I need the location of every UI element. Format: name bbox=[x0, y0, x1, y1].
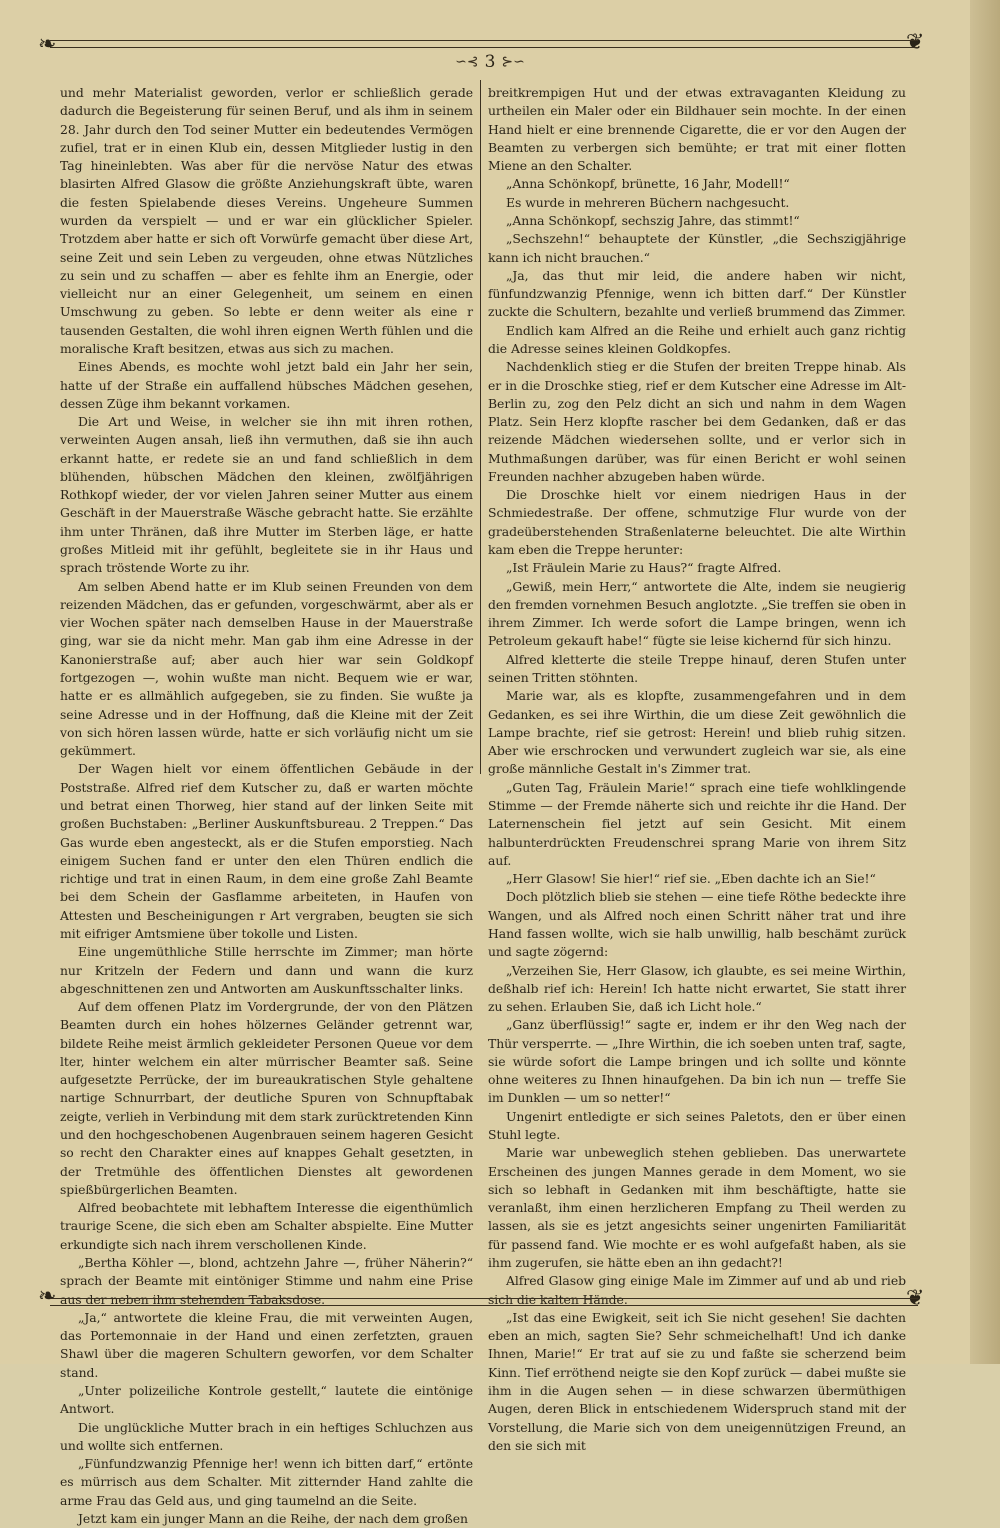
paragraph: Nachdenklich stieg er die Stufen der breiten Treppe hinab. Als er in die Droschke stieg, rief er dem Kutscher eine Adresse im Alt-Berlin zu, zog den Pelz dicht an sich und nahm in dem Wagen Platz. Sein Herz klopfte rascher bei dem Gedanken, daß er das reizende Mädchen wiedersehen sollte, und er verlor sich in Muthmaßungen darüber, was für einen Bericht er wohl seinen Freunden nachher abzugeben haben würde. bbox=[488, 359, 906, 484]
paragraph: „Ja, das thut mir leid, die andere haben wir nicht, fünfundzwanzig Pfennige, wenn ich bitten darf.“ Der Künstler zuckte die Schultern, bezahlte und verließ brummend das Zimmer. bbox=[488, 267, 906, 320]
paragraph: „Guten Tag, Fräulein Marie!“ sprach eine tiefe wohlklingende Stimme — der Fremde näherte sich und reichte ihr die Hand. Der Laternenschein fiel jetzt auf sein Gesicht. Mit einem halbunterdrückten Freudenschrei sprang Marie von ihrem Sitz auf. bbox=[488, 779, 906, 868]
left-column bbox=[60, 84, 473, 1526]
paragraph: Es wurde in mehreren Büchern nachgesucht. bbox=[506, 194, 790, 210]
paragraph: Ungenirt entledigte er sich seines Paletots, den er über einen Stuhl legte. bbox=[488, 1108, 906, 1143]
corner-ornament-bottom-left: ❧ bbox=[38, 1284, 57, 1309]
paragraph: Der Wagen hielt vor einem öffentlichen Gebäude in der Poststraße. Alfred rief dem Kutscher zu, daß er warten möchte und betrat einen Thorweg, hier stand auf der linken Seite mit großen Buchstaben: „Berliner Auskunftsbureau. 2 Treppen.“ Das Gas wurde eben angesteckt, als er die Stufen emporstieg. Nach einigem Suchen fand er unter den elen Thüren endlich die richtige und trat in einen Raum, in dem eine große Zahl Beamte bei dem Schein der Gasflamme arbeiteten, in Haufen von Attesten und Bescheinigungen r Art vergraben, beugten sie sich mit eifriger Amtsmiene über tokolle und Listen. bbox=[60, 761, 473, 941]
page-spine-shadow bbox=[970, 0, 1000, 1364]
paragraph: Eines Abends, es mochte wohl jetzt bald ein Jahr her sein, hatte uf der Straße ein auffallend hübsches Mädchen gesehen, dessen Züge ihm bekannt vorkamen. bbox=[60, 359, 473, 411]
paragraph: „Sechszehn!“ behauptete der Künstler, „die Sechszigjährige kann ich nicht brauchen.“ bbox=[488, 231, 906, 265]
paragraph: Die Droschke hielt vor einem niedrigen Haus in der Schmiedestraße. Der offene, schmutzige Flur wurde von der gradeüberstehenden Straßenlaterne beleuchtet. Die alte Wirthin kam eben die Treppe herunter: bbox=[488, 487, 906, 558]
paragraph: Auf dem offenen Platz im Vordergrunde, der von den Plätzen Beamten durch ein hohes hölzernes Geländer getrennt war, bildete Reihe meist ärmlich gekleideter Personen Queue vor dem lter, hinter welchem ein alter mürrischer Beamter saß. Seine aufgesetzte Perrücke, der im bureaukratischen Style gehaltene nartige Schnurrbart, der deutliche Spuren von Schnupftabak zeigte, verlieh in Verbindung mit dem stark zurücktretenden Kinn und den hochgeschobenen Augenbrauen seinem hageren Gesicht so recht den Charakter eines auf knappes Gehalt gesetzten, in der Tretmühle des öffentlichen Dienstes alt gewordenen spießbürgerlichen Beamten. bbox=[60, 999, 473, 1197]
footer-double-rule bbox=[50, 1298, 918, 1306]
paragraph: „Ist Fräulein Marie zu Haus?“ fragte Alfred. bbox=[506, 560, 782, 576]
paragraph: „Fünfundzwanzig Pfennige her! wenn ich bitten darf,“ ertönte es mürrisch aus dem Schalter. Mit zitternder Hand zahlte die arme Frau das Geld aus, und ging taumelnd an die Seite. bbox=[60, 1456, 473, 1508]
corner-ornament-bottom-right: ❦ bbox=[906, 1286, 925, 1311]
flourish-left-icon: ∽⊰ bbox=[455, 54, 479, 70]
corner-ornament-top-right: ❦ bbox=[906, 30, 925, 55]
page-number: 3 bbox=[484, 52, 496, 72]
paragraph: „Unter polizeiliche Kontrole gestellt,“ lautete die eintönige Antwort. bbox=[60, 1382, 473, 1417]
paragraph: „Anna Schönkopf, brünette, 16 Jahr, Modell!“ bbox=[506, 176, 790, 192]
page-number-block bbox=[430, 52, 550, 72]
column-divider bbox=[480, 80, 481, 774]
right-column bbox=[488, 84, 906, 1453]
paragraph: „Gewiß, mein Herr,“ antwortete die Alte, indem sie neugierig den fremden vornehmen Besuch anglotzte. „Sie treffen sie oben in ihrem Zimmer. Ich werde sofort die Lampe bringen, wenn ich Petroleum gekauft habe!“ fügte sie leise kichernd für sich hinzu. bbox=[488, 578, 906, 649]
paragraph: „Ganz überflüssig!“ sagte er, indem er ihr den Weg nach der Thür versperrte. — „Ihre Wirthin, die ich soeben unten traf, sagte, sie würde sofort die Lampe bringen und ich sollte und könnte ohne weiteres zu Ihnen hinaufgehen. Da bin ich nun — treffe Sie im Dunklen — um so netter!“ bbox=[488, 1017, 906, 1106]
paragraph: Alfred Glasow ging einige Male im Zimmer auf und ab und rieb sich die kalten Hände. bbox=[488, 1273, 906, 1307]
paragraph: Jetzt kam ein junger Mann an die Reihe, der nach dem großen bbox=[78, 1510, 468, 1526]
flourish-right-icon: ⊱∽ bbox=[501, 54, 525, 70]
paragraph: „Anna Schönkopf, sechszig Jahre, das stimmt!“ bbox=[506, 212, 800, 228]
paragraph: „Verzeihen Sie, Herr Glasow, ich glaubte, es sei meine Wirthin, deßhalb rief ich: Herein! Ich hatte nicht erwartet, Sie statt ihrer zu sehen. Erlauben Sie, daß ich Licht hole.“ bbox=[488, 962, 906, 1015]
corner-ornament-top-left: ❧ bbox=[38, 32, 57, 57]
header-double-rule bbox=[50, 40, 918, 48]
paragraph: „Bertha Köhler —, blond, achtzehn Jahre —, früher Näherin?“ sprach der Beamte mit eintöniger Stimme und nahm eine Prise aus der neben ihm stehenden Tabaksdose. bbox=[60, 1255, 473, 1307]
paragraph: Alfred kletterte die steile Treppe hinauf, deren Stufen unter seinen Tritten stöhnten. bbox=[488, 651, 906, 685]
paragraph: Endlich kam Alfred an die Reihe und erhielt auch ganz richtig die Adresse seines kleinen Goldkopfes. bbox=[488, 322, 906, 356]
paragraph: Marie war, als es klopfte, zusammengefahren und in dem Gedanken, es sei ihre Wirthin, die um diese Zeit gewöhnlich die Lampe brachte, rief sie getrost: Herein! und blieb ruhig sitzen. Aber wie erschrocken und verwundert zugleich war sie, als eine große männliche Gestalt in's Zimmer trat. bbox=[488, 688, 906, 777]
paragraph: breitkrempigen Hut und der etwas extravaganten Kleidung zu urtheilen ein Maler oder ein Bildhauer sein mochte. In der einen Hand hielt er eine brennende Cigarette, die er vor den Augen der Beamten zu verbergen sich bemühte; er trat mit einer flotten Miene an den Schalter. bbox=[488, 85, 906, 174]
paragraph: „Ist das eine Ewigkeit, seit ich Sie nicht gesehen! Sie dachten eben an mich, sagten Sie? Sehr schmeichelhaft! Und ich danke Ihnen, Marie!“ Er trat auf sie zu und faßte sie scherzend beim Kinn. Tief erröthend neigte sie den Kopf zurück — dabei mußte sie ihm in die Augen sehen — in diese schwarzen übermüthigen Augen, deren Blick in entschiedenem Widerspruch stand mit der Vorstellung, die Marie sich von dem uneigennützigen Freund, an den sie sich mit bbox=[488, 1309, 906, 1453]
paragraph: Eine ungemüthliche Stille herrschte im Zimmer; man hörte nur Kritzeln der Federn und dann und wann die kurz abgeschnittenen zen und Antworten am Auskunftsschalter links. bbox=[60, 944, 473, 996]
paragraph: Marie war unbeweglich stehen geblieben. Das unerwartete Erscheinen des jungen Mannes gerade in dem Moment, wo sie sich so lebhaft in Gedanken mit ihm beschäftigte, hatte sie veranlaßt, ihm einen herzlicheren Empfang zu Theil werden zu lassen, als sie es jetzt angesichts seiner ungenirten Familiarität für passend fand. Wie mochte er es wohl aufgefaßt haben, als sie ihm zugerufen, sie hätte eben an ihn gedacht?! bbox=[488, 1145, 906, 1270]
paragraph: Alfred beobachtete mit lebhaftem Interesse die eigenthümlich traurige Scene, die sich eben am Schalter abspielte. Eine Mutter erkundigte sich nach ihrem verschollenen Kinde. bbox=[60, 1200, 473, 1252]
paragraph: „Ja,“ antwortete die kleine Frau, die mit verweinten Augen, das Portemonnaie in der Hand und einen zerfetzten, grauen Shawl über die mageren Schultern geworfen, vor dem Schalter stand. bbox=[60, 1309, 473, 1380]
paragraph: und mehr Materialist geworden, verlor er schließlich gerade dadurch die Begeisterung für seinen Beruf, und als ihm in seinem 28. Jahr durch den Tod seiner Mutter ein bedeutendes Vermögen zufiel, trat er in einen Klub ein, dessen Mitglieder lustig in den Tag hineinlebten. Was aber für die nervöse Natur des etwas blasirten Alfred Glasow die größte Anziehungskraft übte, waren die festen Spielabende dieses Vereins. Ungeheure Summen wurden da verspielt — und er war ein glücklicher Spieler. Trotzdem aber hatte er sich oft Vorwürfe gemacht über diese Art, seine Zeit und sein Leben zu vergeuden, ohne etwas Nützliches zu sein und zu schaffen — aber es fehlte ihm an Energie, oder vielleicht nur an einer Gelegenheit, um seinem en einen Umschwung zu geben. So lebte er denn weiter als eine r tausenden Gestalten, die wohl ihren eignen Werth fühlen und die moralische Kraft besitzen, etwas aus sich zu machen. bbox=[60, 85, 473, 356]
paragraph: Doch plötzlich blieb sie stehen — eine tiefe Röthe bedeckte ihre Wangen, und als Alfred noch einen Schritt näher trat und ihre Hand fassen wollte, wich sie halb unwillig, halb beschämt zurück und sagte zögernd: bbox=[488, 889, 906, 960]
paragraph: Die Art und Weise, in welcher sie ihn mit ihren rothen, verweinten Augen ansah, ließ ihn vermuthen, daß sie ihn auch erkannt hatte, er redete sie an und fand schließlich in dem blühenden, hübschen Mädchen den kleinen, zwölfjährigen Rothkopf wieder, der vor vielen Jahren seiner Mutter aus einem Geschäft in der Mauerstraße Wäsche gebracht hatte. Sie erzählte ihm unter Thränen, daß ihre Mutter im Sterben läge, er hatte großes Mitleid mit ihr gefühlt, begleitete sie in ihr Haus und sprach tröstende Worte zu ihr. bbox=[60, 414, 473, 576]
paragraph: Am selben Abend hatte er im Klub seinen Freunden von dem reizenden Mädchen, das er gefunden, vorgeschwärmt, aber als er vier Wochen später nach demselben Hause in der Mauerstraße ging, war sie da nicht mehr. Man gab ihm eine Adresse in der Kanonierstraße auf; aber auch hier war sein Goldkopf fortgezogen —, wohin wußte man nicht. Bequem wie er war, hatte er es allmählich aufgegeben, sie zu finden. Sie wußte ja seine Adresse und in der Hoffnung, daß die Kleine mit der Zeit von sich hören lassen würde, hatte er sich vorläufig nicht um sie gekümmert. bbox=[60, 578, 473, 759]
paragraph: Die unglückliche Mutter brach in ein heftiges Schluchzen aus und wollte sich entfernen. bbox=[60, 1419, 473, 1453]
paragraph: „Herr Glasow! Sie hier!“ rief sie. „Eben dachte ich an Sie!“ bbox=[506, 871, 876, 887]
